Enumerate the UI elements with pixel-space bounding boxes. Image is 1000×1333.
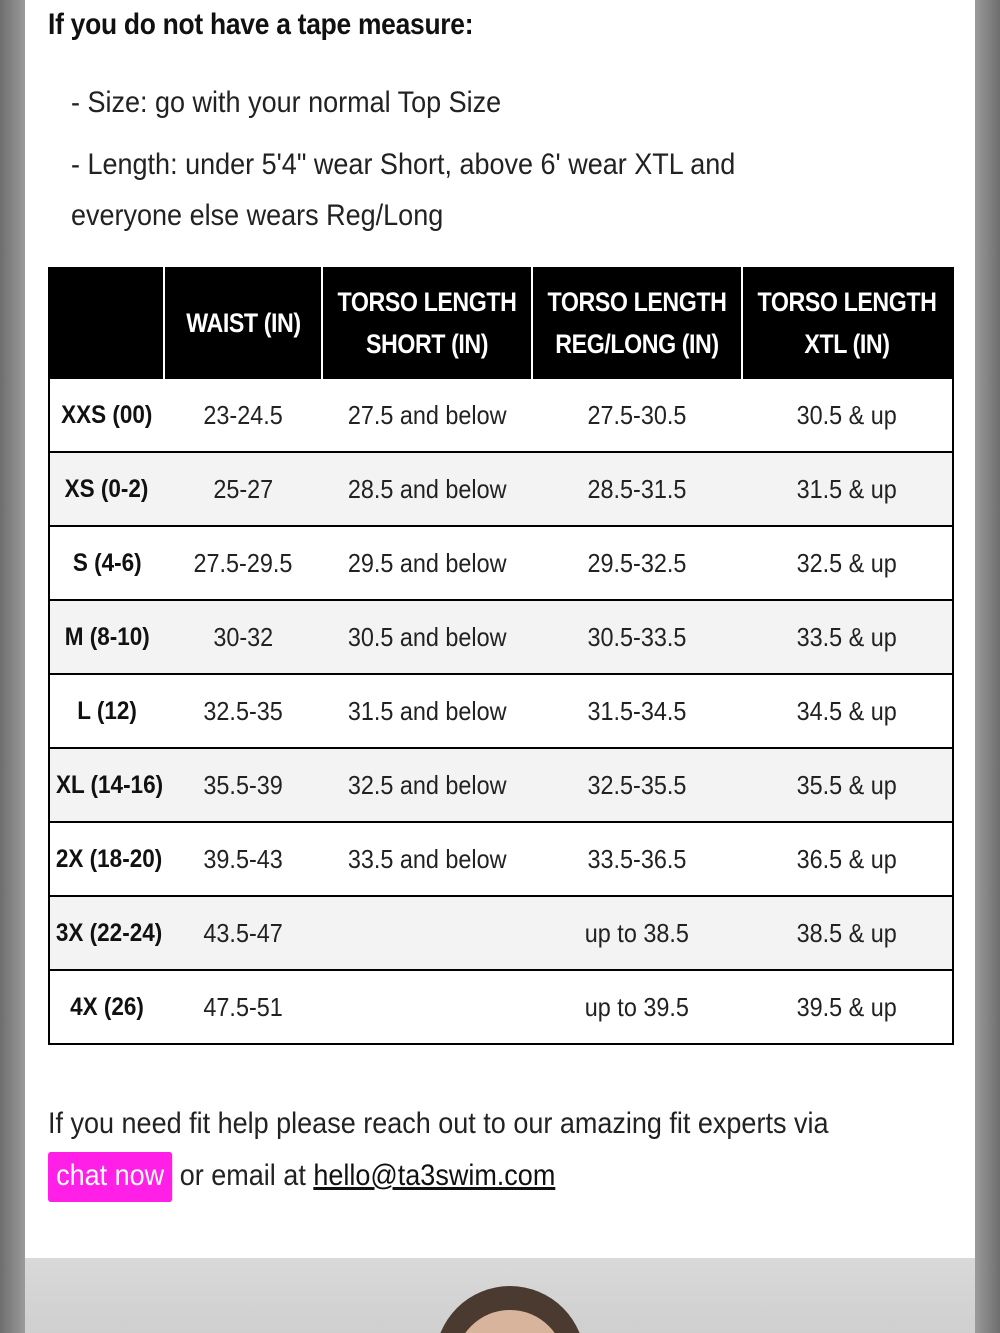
cell-torso-short: 28.5 and below <box>322 452 532 526</box>
cell-torso-short: 27.5 and below <box>322 378 532 452</box>
cell-torso-reg-long: up to 39.5 <box>532 970 742 1044</box>
length-instruction-line-1: - Length: under 5'4" wear Short, above 6' wear XTL and <box>71 148 736 181</box>
cell-torso-short: 29.5 and below <box>322 526 532 600</box>
cell-torso-reg-long: 27.5-30.5 <box>532 378 742 452</box>
cell-torso-short <box>322 896 532 970</box>
email-prefix: or email at <box>172 1159 314 1192</box>
table-row <box>49 896 953 970</box>
cell-waist: 39.5-43 <box>164 822 322 896</box>
cell-torso-reg-long: 31.5-34.5 <box>532 674 742 748</box>
device-frame-left <box>0 0 25 1333</box>
cell-torso-xtl: 39.5 & up <box>742 970 953 1044</box>
fit-help-line-2 <box>48 1150 828 1202</box>
cell-size: 4X (26) <box>49 970 164 1044</box>
size-instruction: - Size: go with your normal Top Size <box>71 86 502 119</box>
table-row <box>49 452 953 526</box>
cell-torso-xtl: 38.5 & up <box>742 896 953 970</box>
cell-torso-xtl: 34.5 & up <box>742 674 953 748</box>
cell-torso-xtl: 31.5 & up <box>742 452 953 526</box>
size-chart-table <box>48 267 954 1045</box>
table-row <box>49 378 953 452</box>
cell-size: L (12) <box>49 674 164 748</box>
table-row <box>49 970 953 1044</box>
cell-waist: 35.5-39 <box>164 748 322 822</box>
table-header-row <box>49 268 953 378</box>
cell-waist: 27.5-29.5 <box>164 526 322 600</box>
email-link[interactable]: hello@ta3swim.com <box>313 1159 556 1192</box>
device-frame-right <box>975 0 1000 1333</box>
cell-torso-reg-long: up to 38.5 <box>532 896 742 970</box>
table-row <box>49 674 953 748</box>
cell-size: 3X (22-24) <box>49 896 164 970</box>
cell-torso-short: 31.5 and below <box>322 674 532 748</box>
cell-size: S (4-6) <box>49 526 164 600</box>
cell-waist: 23-24.5 <box>164 378 322 452</box>
cell-torso-xtl: 36.5 & up <box>742 822 953 896</box>
cell-torso-reg-long: 30.5-33.5 <box>532 600 742 674</box>
fit-help-text <box>48 1098 828 1202</box>
page-content[interactable] <box>25 0 975 1333</box>
header-torso-short: TORSO LENGTH SHORT (IN) <box>322 268 532 378</box>
table-row <box>49 822 953 896</box>
fit-help-line-1: If you need fit help please reach out to our amazing fit experts via <box>48 1107 829 1140</box>
cell-torso-reg-long: 28.5-31.5 <box>532 452 742 526</box>
cell-torso-short: 32.5 and below <box>322 748 532 822</box>
header-torso-reg-long: TORSO LENGTH REG/LONG (IN) <box>532 268 742 378</box>
cell-torso-short: 30.5 and below <box>322 600 532 674</box>
header-size <box>49 268 164 378</box>
header-torso-xtl: TORSO LENGTH XTL (IN) <box>742 268 953 378</box>
cell-torso-reg-long: 29.5-32.5 <box>532 526 742 600</box>
cell-waist: 30-32 <box>164 600 322 674</box>
cell-torso-xtl: 35.5 & up <box>742 748 953 822</box>
cell-torso-short: 33.5 and below <box>322 822 532 896</box>
cell-size: XL (14-16) <box>49 748 164 822</box>
cell-waist: 47.5-51 <box>164 970 322 1044</box>
cell-torso-xtl: 30.5 & up <box>742 378 953 452</box>
table-row <box>49 748 953 822</box>
cell-torso-reg-long: 33.5-36.5 <box>532 822 742 896</box>
cell-size: M (8-10) <box>49 600 164 674</box>
table-row <box>49 526 953 600</box>
tape-measure-heading: If you do not have a tape measure: <box>48 8 474 41</box>
cell-torso-xtl: 33.5 & up <box>742 600 953 674</box>
cell-waist: 43.5-47 <box>164 896 322 970</box>
cell-size: XS (0-2) <box>49 452 164 526</box>
cell-size: 2X (18-20) <box>49 822 164 896</box>
header-waist: WAIST (IN) <box>164 268 322 378</box>
cell-size: XXS (00) <box>49 378 164 452</box>
cell-torso-short <box>322 970 532 1044</box>
cell-torso-xtl: 32.5 & up <box>742 526 953 600</box>
cell-torso-reg-long: 32.5-35.5 <box>532 748 742 822</box>
cell-waist: 25-27 <box>164 452 322 526</box>
cell-waist: 32.5-35 <box>164 674 322 748</box>
chat-now-button[interactable]: chat now <box>48 1152 172 1202</box>
table-row <box>49 600 953 674</box>
length-instruction-line-2: everyone else wears Reg/Long <box>71 199 444 232</box>
model-photo <box>25 1258 975 1333</box>
